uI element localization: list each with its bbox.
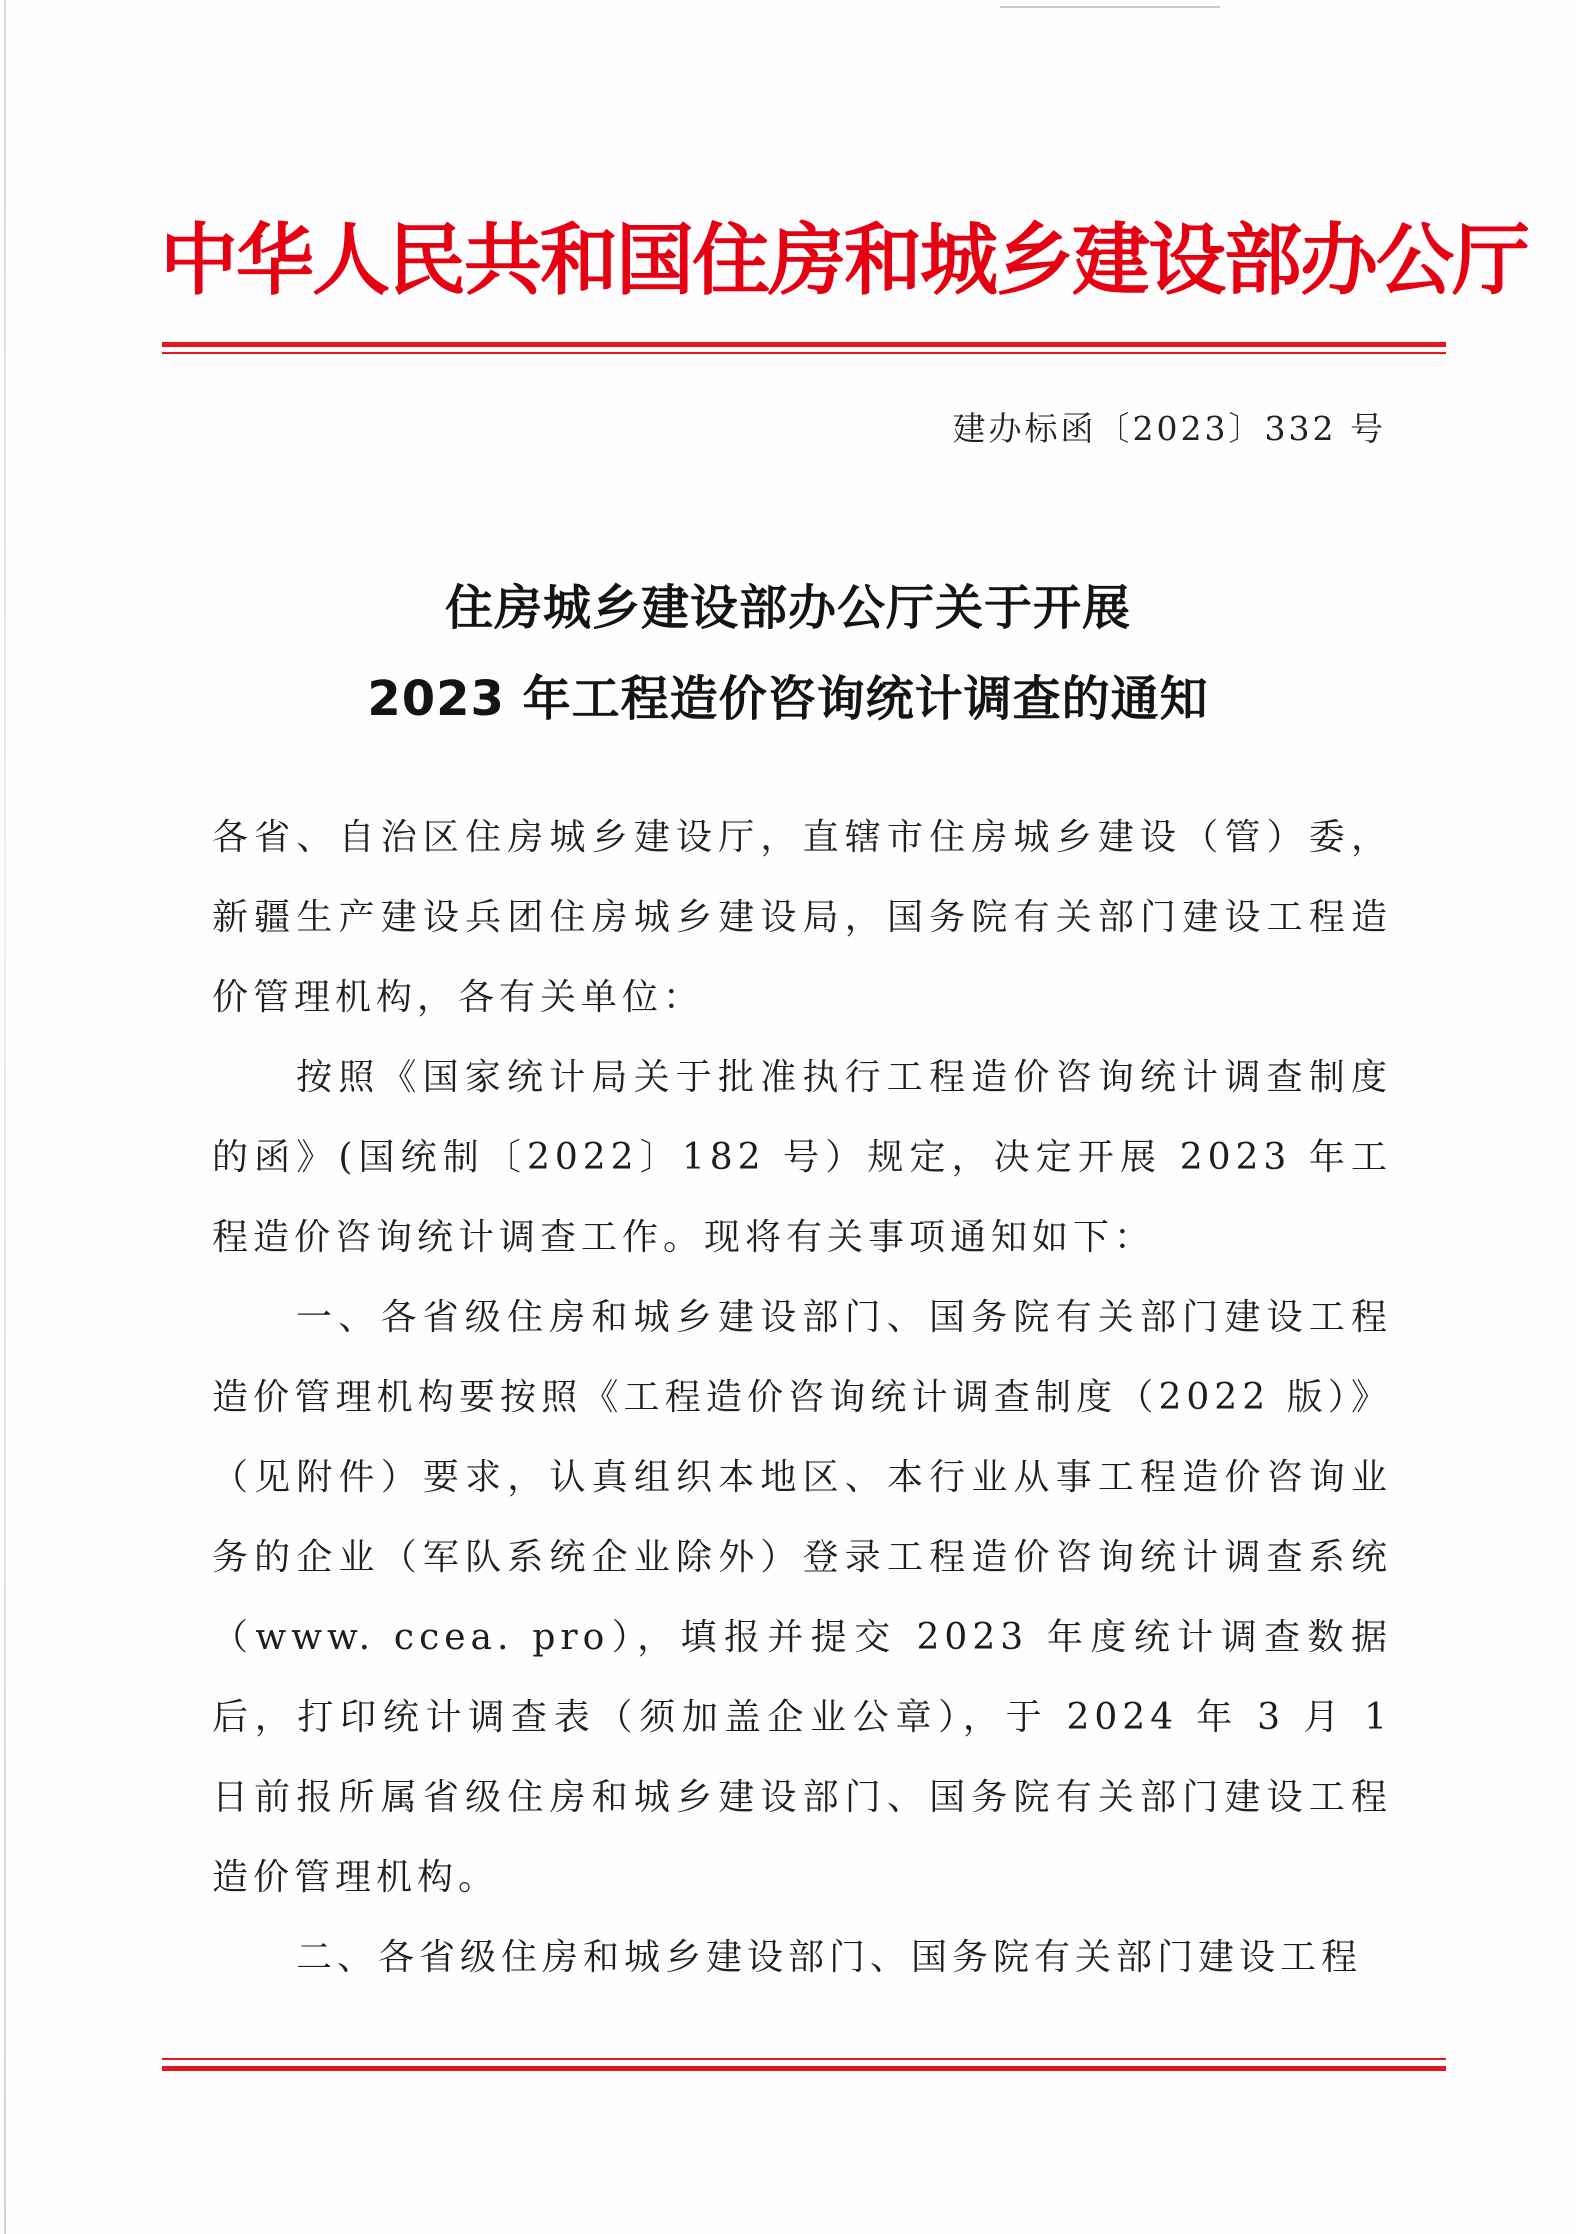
- item-1-paragraph: 一、各省级住房和城乡建设部门、国务院有关部门建设工程造价管理机构要按照《工程造价咨询统计调查制度（2022 版）》（见附件）要求，认真组织本地区、本行业从事工程造价咨询业务的企业（军队系统企业除外）登录工程造价咨询统计调查系统（www. ccea. pro），填报并提交 2023 年度统计调查数据后，打印统计调查表（须加盖企业公章），于 2024 年 3 月 1 日前报所属省级住房和城乡建设部门、国务院有关部门建设工程造价管理机构。: [212, 1297, 1392, 1898]
- letterhead-agency-name: 中华人民共和国住房和城乡建设部办公厅: [160, 216, 1529, 306]
- item-2-paragraph: 二、各省级住房和城乡建设部门、国务院有关部门建设工程: [296, 1937, 1363, 1978]
- scan-edge-shadow: [4, 0, 6, 2234]
- title-line-1: 住房城乡建设部办公厅关于开展: [444, 580, 1131, 636]
- footer-thin-rule: [162, 2058, 1446, 2060]
- document-number: 建办标函〔2023〕332 号: [952, 409, 1386, 448]
- title-line-2: 2023 年工程造价咨询统计调查的通知: [367, 671, 1209, 727]
- letterhead-thick-rule: [162, 342, 1446, 347]
- salutation-paragraph: 各省、自治区住房城乡建设厅，直辖市住房城乡建设（管）委，新疆生产建设兵团住房城乡建设局，国务院有关部门建设工程造价管理机构，各有关单位：: [212, 817, 1392, 1018]
- scan-top-mark: [1000, 6, 1220, 8]
- intro-paragraph: 按照《国家统计局关于批准执行工程造价咨询统计调查制度的函》(国统制〔2022〕182 号）规定，决定开展 2023 年工程造价咨询统计调查工作。现将有关事项通知如下：: [212, 1057, 1392, 1258]
- document-body: [212, 798, 1392, 1998]
- letterhead-thin-rule: [162, 352, 1446, 354]
- footer-thick-rule: [162, 2066, 1446, 2071]
